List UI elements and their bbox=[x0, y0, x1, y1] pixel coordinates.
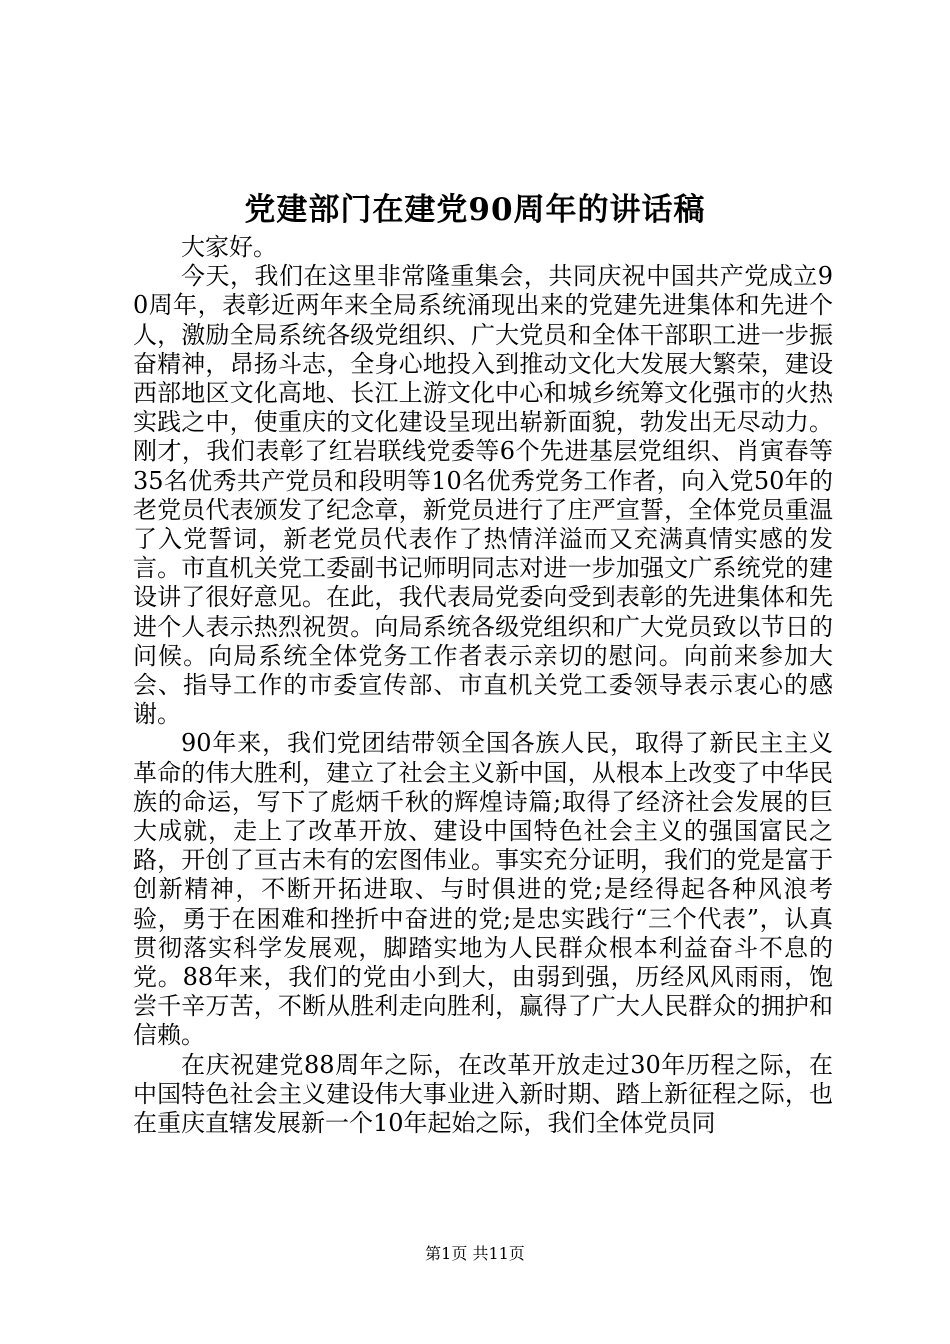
paragraph-history: 90年来，我们党团结带领全国各族人民，取得了新民主主义革命的伟大胜利，建立了社会主义新中国，从根本上改变了中华民族的命运，写下了彪炳千秋的辉煌诗篇;取得了经济社会发展的巨大成就，走上了改革开放、建设中国特色社会主义的强国富民之路，开创了亘古未有的宏图伟业。事实充分证明，我们的党是富于创新精神，不断开拓进取、与时俱进的党;是经得起各种风浪考验，勇于在困难和挫折中奋进的党;是忠实践行“三个代表”，认真贯彻落实科学发展观，脚踏实地为人民群众根本利益奋斗不息的党。88年来，我们的党由小到大，由弱到强，历经风风雨雨，饱尝千辛万苦，不断从胜利走向胜利，赢得了广大人民群众的拥护和信赖。 bbox=[133, 729, 833, 1050]
page-title: 党建部门在建党90周年的讲话稿 bbox=[244, 192, 706, 228]
paragraph-opening: 今天，我们在这里非常隆重集会，共同庆祝中国共产党成立90周年，表彰近两年来全局系统涌现出来的党建先进集体和先进个人，激励全局系统各级党组织、广大党员和全体干部职工进一步振奋精神，昂扬斗志，全身心地投入到推动文化大发展大繁荣，建设西部地区文化高地、长江上游文化中心和城乡统筹文化强市的火热实践之中，使重庆的文化建设呈现出崭新面貌，勃发出无尽动力。刚才，我们表彰了红岩联线党委等6个先进基层党组织、肖寅春等35名优秀共产党员和段明等10名优秀党务工作者，向入党50年的老党员代表颁发了纪念章，新党员进行了庄严宣誓，全体党员重温了入党誓词，新老党员代表作了热情洋溢而又充满真情实感的发言。市直机关党工委副书记师明同志对进一步加强文广系统党的建设讲了很好意见。在此，我代表局党委向受到表彰的先进集体和先进个人表示热烈祝贺。向局系统各级党组织和广大党员致以节日的问候。向局系统全体党务工作者表示亲切的慰问。向前来参加大会、指导工作的市委宣传部、市直机关党工委领导表示衷心的感谢。 bbox=[133, 262, 833, 729]
document-body bbox=[133, 233, 833, 1138]
paragraph-anniversary: 在庆祝建党88周年之际，在改革开放走过30年历程之际，在中国特色社会主义建设伟大事业进入新时期、踏上新征程之际，也在重庆直辖发展新一个10年起始之际，我们全体党员同 bbox=[133, 1050, 833, 1138]
paragraph-greeting: 大家好。 bbox=[181, 233, 277, 261]
page-number-footer: 第1页 共11页 bbox=[425, 1244, 525, 1263]
